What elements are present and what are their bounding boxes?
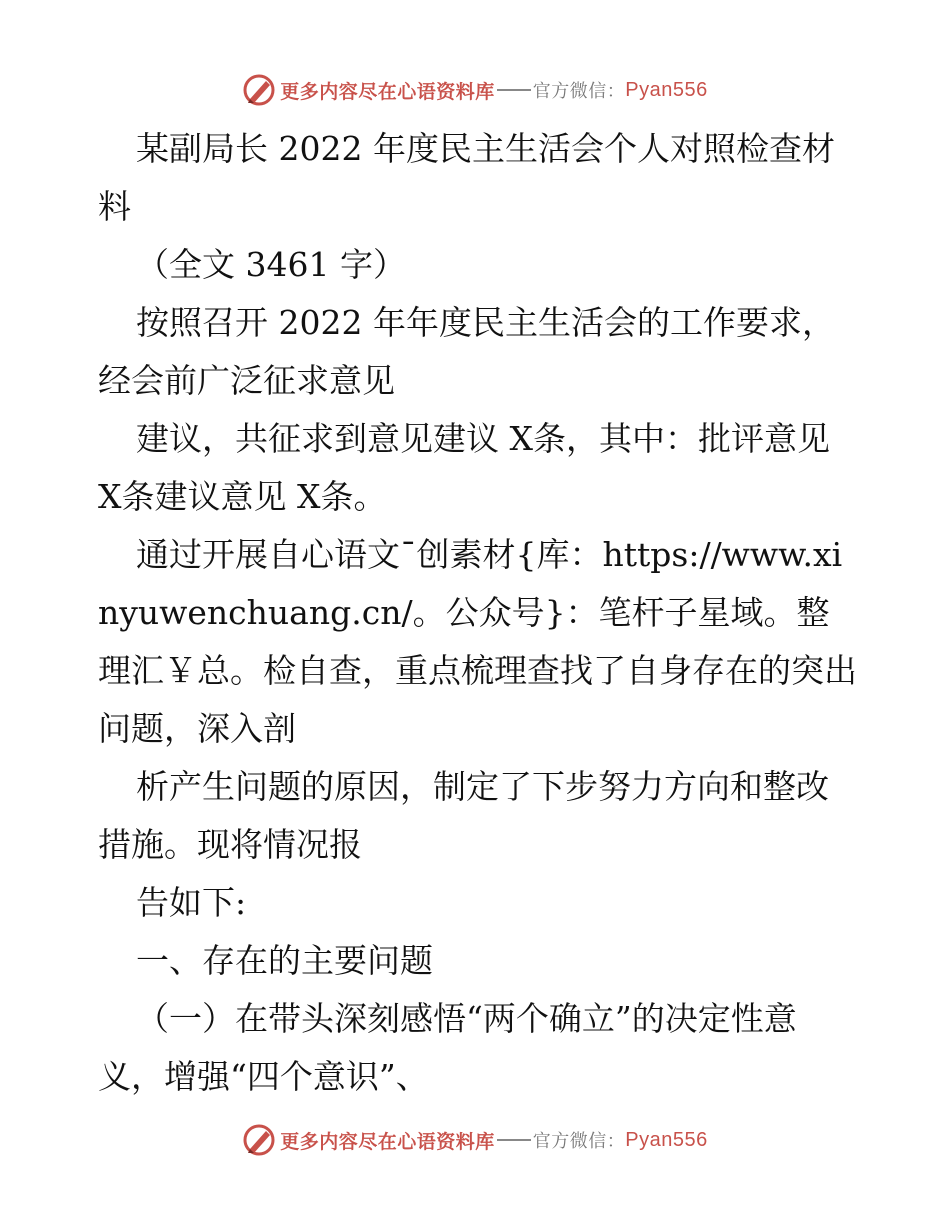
- banner-account: Pyan556: [625, 78, 708, 101]
- banner-sub-text: 官方微信：: [532, 1131, 626, 1152]
- pen-logo-icon: [242, 1123, 276, 1157]
- document-body: [98, 120, 858, 1106]
- banner-main-text: 更多内容尽在心语资料库: [280, 80, 495, 103]
- word-count: （全文 3461 字）: [136, 245, 406, 284]
- paragraph: （一）在带头深刻感悟“两个确立”的决定性意义，增强“四个意识”、: [98, 999, 797, 1096]
- header-banner: [0, 70, 950, 110]
- footer-banner: [0, 1120, 950, 1160]
- banner-main-text: 更多内容尽在心语资料库: [280, 1130, 495, 1153]
- banner-divider: [497, 89, 531, 91]
- section-heading: 一、存在的主要问题: [136, 941, 433, 980]
- paragraph: 建议，共征求到意见建议 X条，其中：批评意见 X条建议意见 X条。: [98, 419, 830, 516]
- banner-account: Pyan556: [625, 1128, 708, 1151]
- banner-sub-text: 官方微信：: [532, 81, 626, 102]
- banner-divider: [497, 1139, 531, 1141]
- pen-logo-icon: [242, 73, 276, 107]
- document-title: 某副局长 2022 年度民主生活会个人对照检查材料: [98, 129, 835, 226]
- paragraph: 通过开展自心语文¯创素材{库：https://www.xinyuwenchuang.cn/。公众号}：笔杆子星域。整理汇￥总。检自查，重点梳理查找了自身存在的突出问题，深入剖: [98, 535, 857, 748]
- header-banner-content: [242, 73, 707, 107]
- paragraph: 告如下:: [136, 883, 247, 922]
- paragraph: 析产生问题的原因，制定了下步努力方向和整改措施。现将情况报: [98, 767, 829, 864]
- paragraph: 按照召开 2022 年年度民主生活会的工作要求，经会前广泛征求意见: [98, 303, 835, 400]
- footer-banner-content: [242, 1123, 707, 1157]
